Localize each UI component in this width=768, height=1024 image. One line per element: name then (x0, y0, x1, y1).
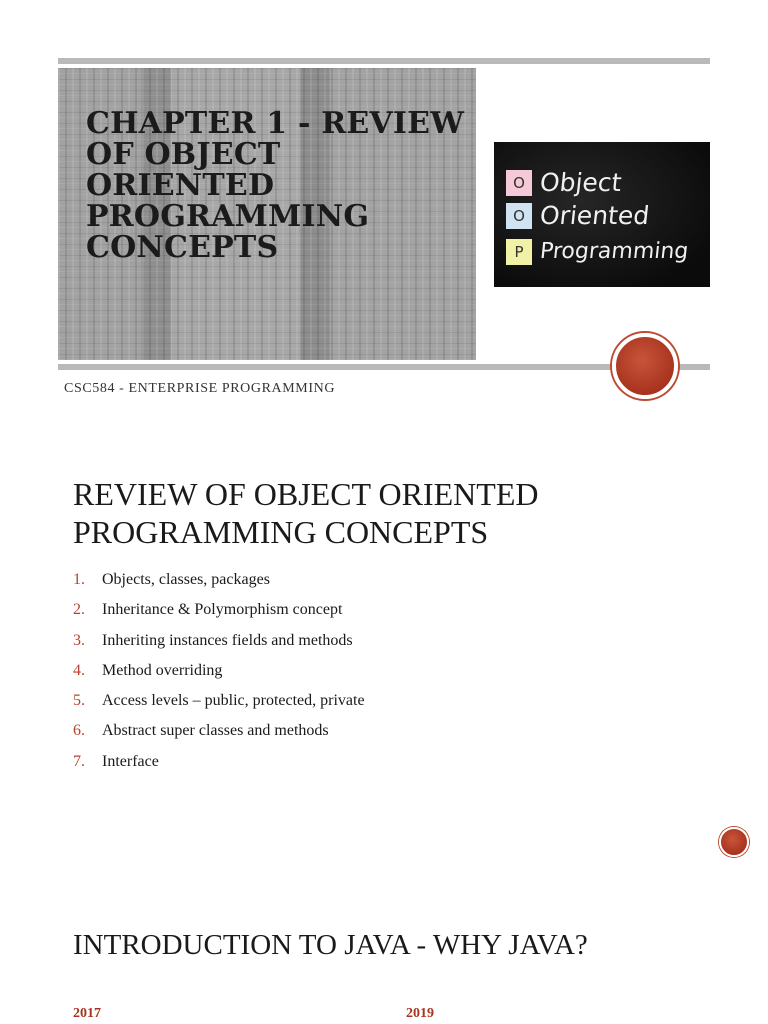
oop-tile-o2: O (506, 203, 532, 229)
list-item (73, 689, 673, 719)
list-text: Interface (102, 752, 159, 770)
oop-tile-o1: O (506, 170, 532, 196)
list-number: 1. (73, 571, 85, 588)
slide2-title: REVIEW OF OBJECT ORIENTED PROGRAMMING CONCEPTS (73, 476, 539, 550)
list-item (73, 659, 673, 689)
oop-chalkboard-image (494, 142, 710, 287)
list-number: 5. (73, 692, 85, 710)
list-text: Objects, classes, packages (102, 571, 270, 588)
list-number: 2. (73, 601, 85, 619)
oop-row-oriented (506, 202, 649, 230)
list-text: Inheritance & Polymorphism concept (102, 601, 343, 619)
list-number: 6. (73, 722, 85, 740)
list-item (73, 719, 673, 749)
list-item (73, 629, 673, 659)
list-number: 7. (73, 752, 85, 770)
list-item (73, 568, 673, 598)
list-text: Abstract super classes and methods (102, 722, 329, 740)
slide-subtitle: CSC584 - ENTERPRISE PROGRAMMING (64, 381, 336, 396)
list-item (73, 598, 673, 628)
oop-tile-p: P (506, 239, 532, 265)
oop-word-oriented: Oriented (538, 201, 651, 230)
oop-word-programming: Programming (538, 239, 690, 264)
list-text: Access levels – public, protected, private (102, 692, 365, 710)
decorative-circle-large (612, 333, 678, 399)
oop-word-object: Object (538, 168, 623, 197)
list-number: 4. (73, 661, 85, 679)
list-text: Method overriding (102, 661, 223, 679)
topic-list (73, 568, 673, 780)
slide3-title: INTRODUCTION TO JAVA - WHY JAVA? (73, 929, 588, 961)
year-label-2017: 2017 (73, 1006, 101, 1021)
top-rule (58, 58, 710, 64)
oop-row-programming (506, 238, 688, 266)
list-text: Inheriting instances fields and methods (102, 631, 353, 649)
year-label-2019: 2019 (406, 1006, 434, 1021)
list-item (73, 750, 673, 780)
decorative-circle-small (719, 827, 749, 857)
list-number: 3. (73, 631, 85, 649)
slide-title: CHAPTER 1 - REVIEW OF OBJECT ORIENTED PROGRAMMING CONCEPTS (86, 106, 465, 265)
oop-row-object (506, 169, 621, 197)
